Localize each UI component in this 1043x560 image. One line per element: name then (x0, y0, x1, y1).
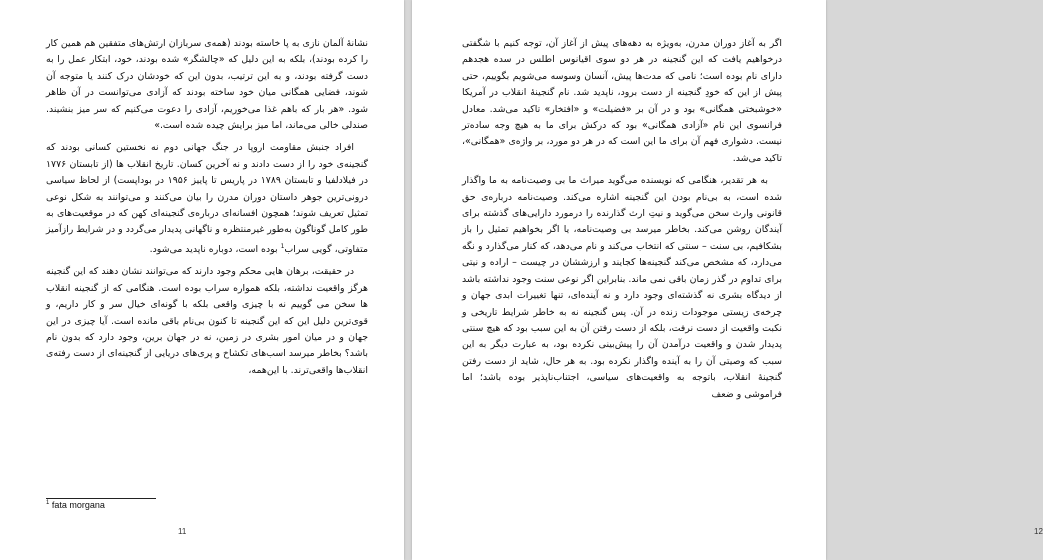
paragraph: در حقیقت، برهان هایی محکم وجود دارند که می‌توانند نشان دهند که این گنجینه هرگز واقعیت نداشته، بلکه همواره سراب بوده است. هنگامی که از گنجینه انقلاب ها سخن می گوییم نه با چیزی واقعی بلکه با گونه‌ای خیال سر و کار داریم، و قوی‌ترین دلیل این که این گنجینه تا کنون بی‌نام باقی مانده است. آیا چیزی در این جهان و در میان امور بشری در زمین، نه در جهان برین، وجود دارد که بدون نام باشد؟ بخاطر میرسد اسب‌های تکشاخ و پری‌های دریایی از گنجینه‌ای از دست رفته‌ی انقلاب‌ها واقعی‌ترند. با این‌همه، (46, 266, 368, 376)
paragraph: به هر تقدیر، هنگامی که نویسنده می‌گوید میراث ما بی وصیت‌نامه به ما واگذار شده است، به بی‌نام بودن این گنجینه اشاره می‌کند. وصیت‌نامه درباره‌ی حق قانونی وارث سخن می‌گوید و نیتِ ارث گذارنده را درمورد دارایی‌های گذشته برای آیندگان روشن می‌کند. بخاطر میرسد بی وصیت‌نامه، یا اگر بخواهیم تمثیل را باز بشکافیم، بی سنت – سنتی که انتخاب می‌کند و نام می‌دهد، که کنار می‌گذارد و نگه می‌دارد، که مشخص می‌کند گنجینه‌ها کجایند و ارزششان در چیست – اراده و نیتی برای تداوم در گذر زمان باقی نمی ماند. بنابراین اگر نوعی سنت وجود نداشته باشد از دیدگاه بشری نه گذشته‌ای وجود دارد و نه آینده‌ای، تنها تغییرات ابدی جهان و چرخه‌ی زیستی موجودات زنده در آن. پس گنجینه نه به خاطر شرایط تاریخی و نکبت واقعیت از دست نرفت، بلکه از دست رفتن آن به این سبب بود که هیچ سنتی پدیدار شدن و واقعیت درآمدن آن را پیش‌بینی نکرده بود، به عبارت دیگر به این سبب که وصیتی آن را به آینده واگذار نکرده بود. به هر حال، شاید از دست رفتن گنجینهٔ انقلاب، باتوجه به واقعیت‌های سیاسی، اجتناب‌ناپذیر بوده باشد؛ اما فراموشی و ضعف (462, 175, 782, 400)
paragraph: نشانهٔ آلمان نازی به پا خاسته بودند (همه‌ی سربازان ارتش‌های متفقین هم همین کار را کرده بودند)، بلکه به این دلیل که «چالشگر» شده بودند، خود، ابتکار عمل را به دست گرفته بودند، و به این ترتیب، بدون این که خودشان درک کنند یا متوجه آن شوند، فضایی همگانی میان خود ساخته بودند که آزادی می‌توانست در آن ظاهر شود. «هر بار که باهم غذا می‌خوریم، آزادی را دعوت می‌کنیم که سر میز بنشیند. صندلی خالی می‌ماند، اما میز برایش چیده شده است.» (46, 38, 368, 132)
footnote-text: fata morgana (51, 500, 105, 510)
paragraph: اگر به آغاز دوران مدرن، به‌ویژه به دهه‌های پیش از آغاز آن، توجه کنیم با شگفتی درخواهیم یافت که این گنجینه در هر دو سوی اقیانوس اطلس در سده هجدهم دارای نام بوده است؛ نامی که مدت‌ها پیش، آنسان وسوسه می‌شویم بگوییم، حتی پیش از این که خودِ گنجینه از دست برود، ناپدید شد. نام گنجینهٔ انقلاب در آمریکا «خوشبختی همگانی» بود و در آن بر «فضیلت» و «افتخار» تاکید می‌شد. معادل فرانسوی این نام «آزادی همگانی» بود که درکش برای ما به هیچ وجه ساده‌تر نیست. دشواری فهم آن برای ما این است که در هر دو مورد، بر واژه‌ی «همگانی»، تاکید می‌شد. (462, 38, 782, 164)
left-page-body (46, 36, 368, 379)
footnote-reference: 1 (280, 242, 285, 250)
page-number: 12 (1034, 527, 1043, 536)
paragraph-text: بوده است، دوباره ناپدید می‌شود. (149, 244, 278, 255)
footnote-mark: 1 (46, 500, 50, 506)
right-page (412, 0, 1043, 560)
footnote (46, 500, 105, 510)
paragraph-text: افراد جنبش مقاومت اروپا در جنگ جهانی دوم نه نخستین کسانی بودند که گنجینه‌ی خود را از دست دادند و نه آخرین کسان. تاریخ انقلاب ها (از تابستان ۱۷۷۶ در فیلادلفیا و تابستان ۱۷۸۹ در پاریس تا پاییز ۱۹۵۶ در بوداپست) از لحاظ سیاسی درونی‌ترین جوهر داستان دوران مدرن را بیان می‌کنند و می‌توانند به شکل نوعی تمثیل تعریف شوند؛ همچون افسانه‌ای درباره‌ی گنجینه‌ای کهن که در موقعیت‌های به طور کامل گوناگون به‌طور غیرمنتظره و ناگهانی پدیدار می‌گردد و در شرایط رازآمیز متفاوتی، گویی سراب (46, 142, 368, 255)
footnote-divider (46, 498, 156, 499)
left-page (0, 0, 404, 560)
page-number: 11 (178, 527, 187, 536)
paragraph (46, 140, 368, 258)
right-page-body (462, 36, 782, 403)
